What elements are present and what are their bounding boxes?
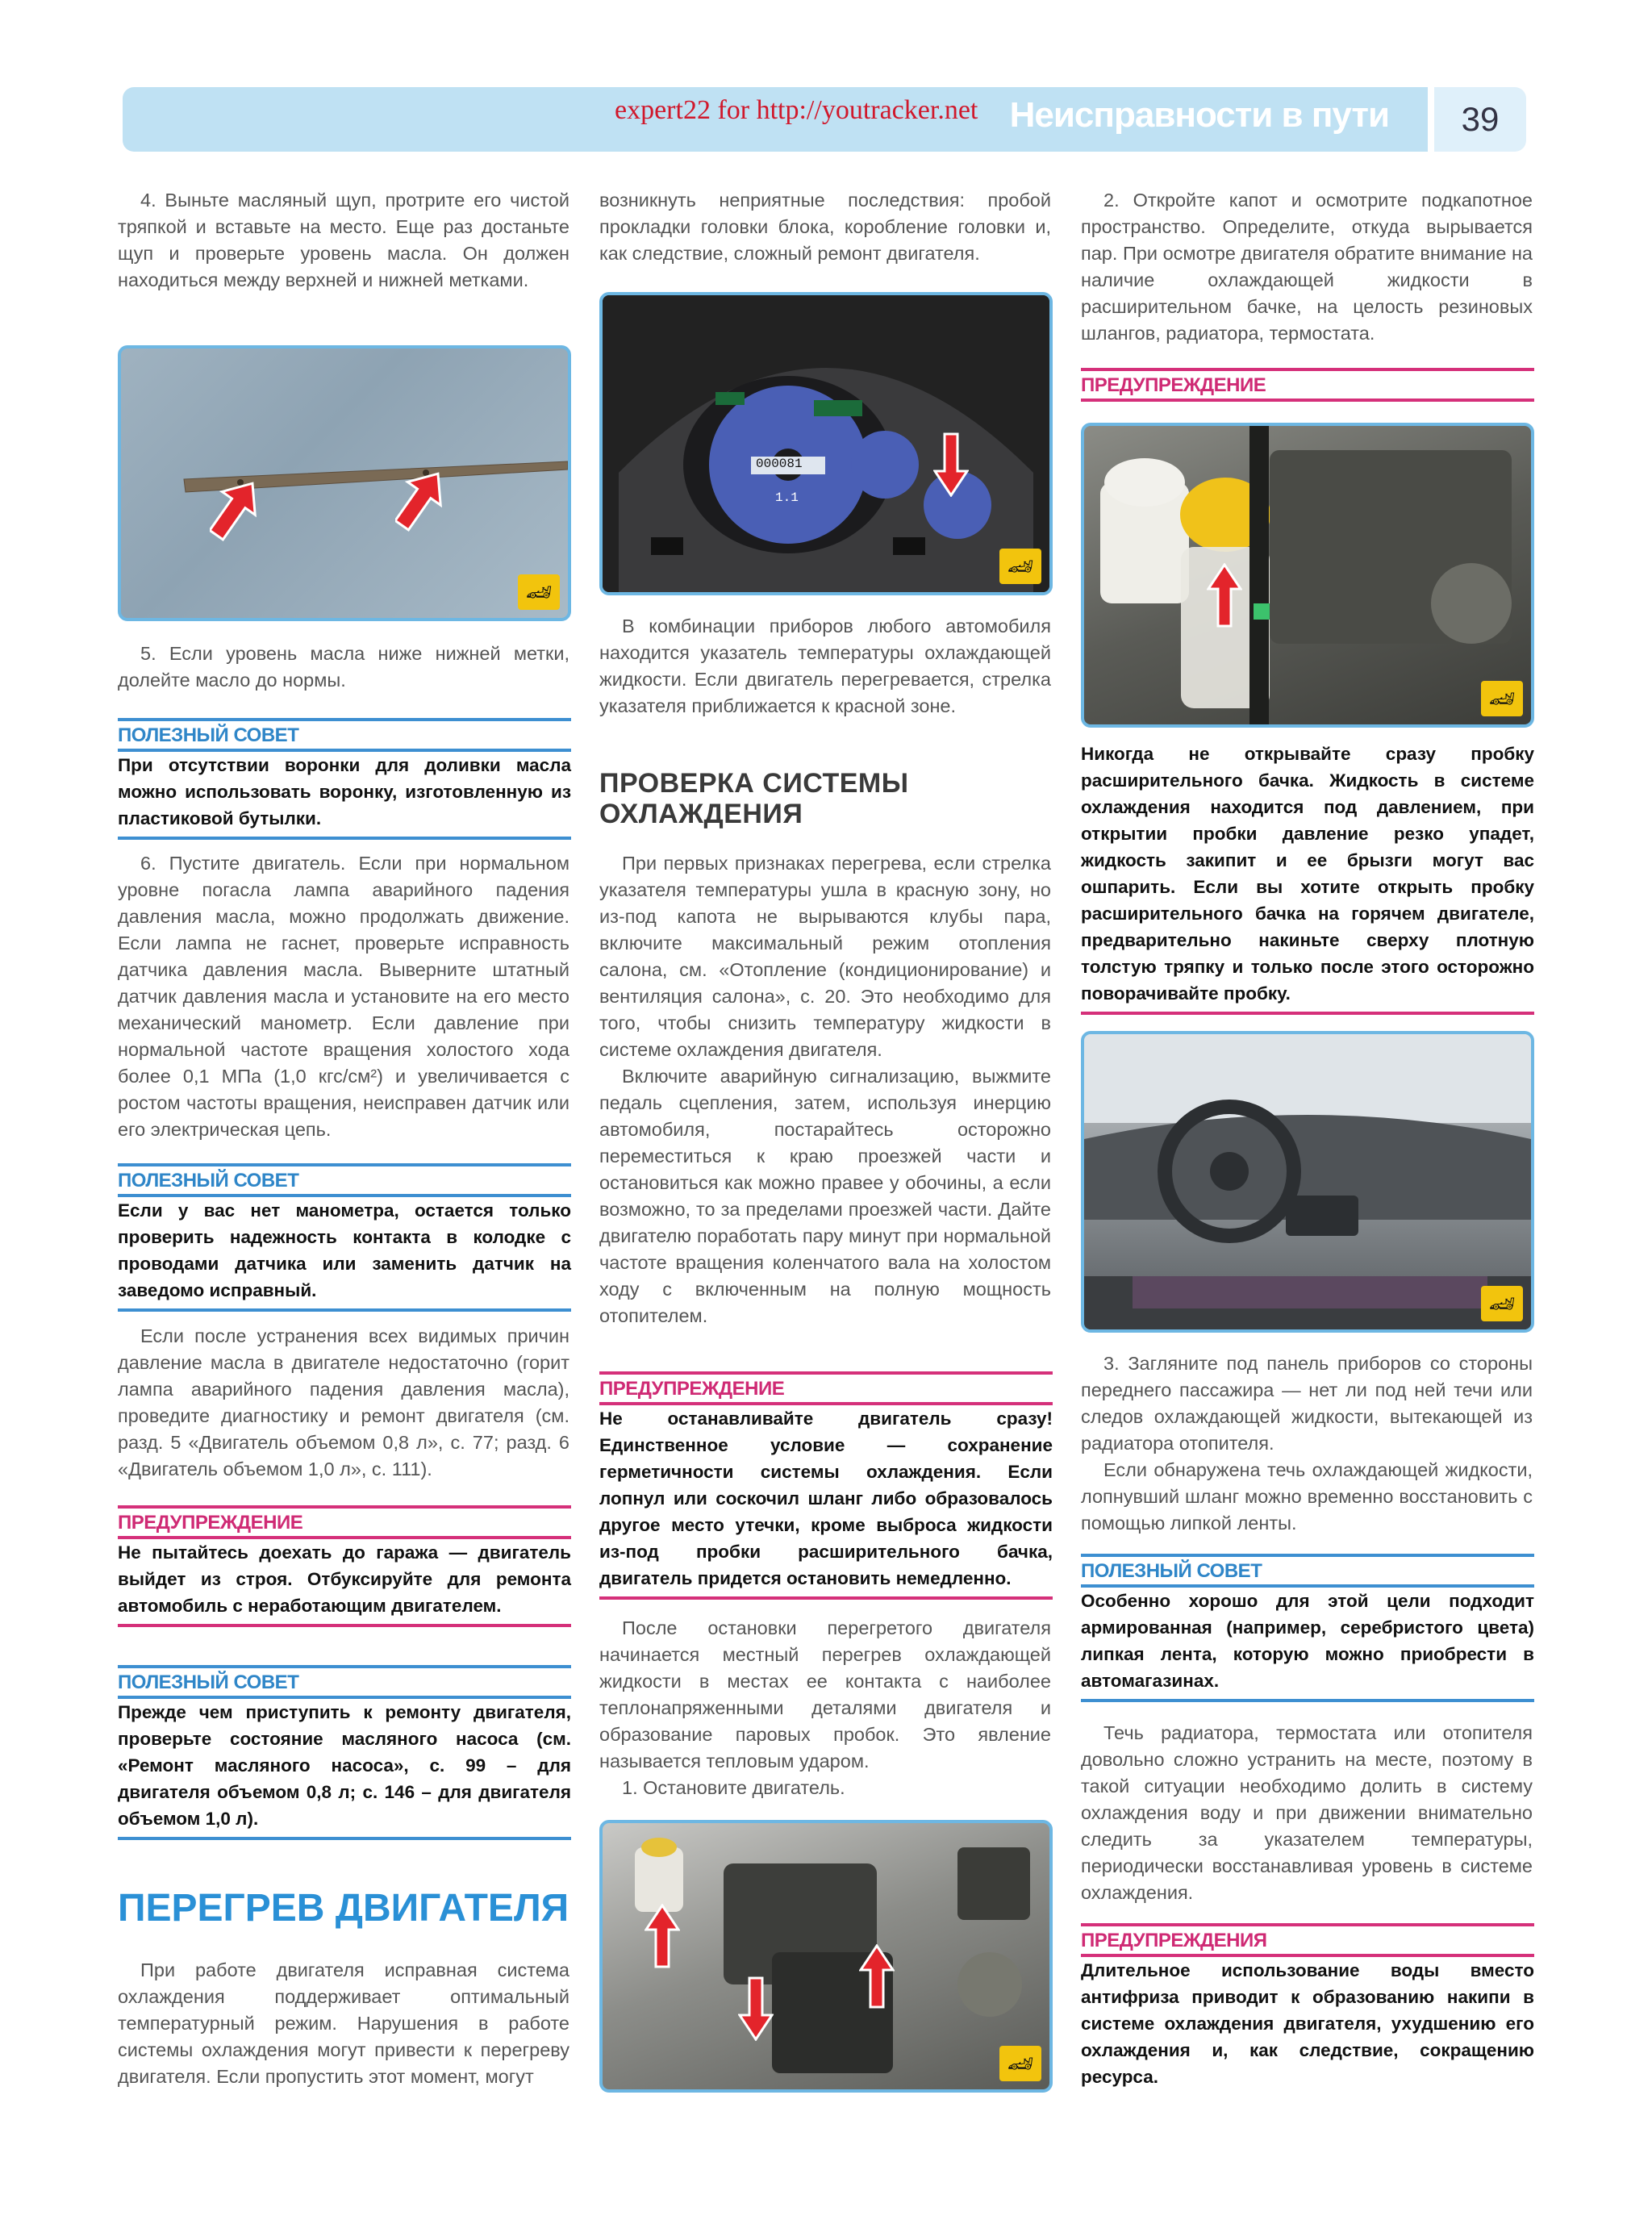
section-title: Неисправности в пути — [1009, 95, 1389, 135]
odometer-readout: 000081 — [756, 457, 803, 471]
red-arrow-icon — [210, 478, 258, 542]
col1-step6: 6. Пустите двигатель. Если при нормальном уровне погасла лампа аварийного падения давления масла, можно продолжать движение. Если лампа не гаснет, проверьте исправность датчика давления масла. Выверните штатный датчик давления масла и установите на его место механический манометр. Если давление при нормальной частоте вращения холостого хода более 0,1 МПа (1,0 кгс/см²) и увеличивается с ростом частоты вращения, неисправен датчик или его электрическая цепь. — [118, 853, 569, 1140]
col1-step4: 4. Выньте масляный щуп, протрите его чистой тряпкой и вставьте на место. Еще раз достаньте щуп и проверьте уровень масла. Он должен находиться между верхней и нижней метками. — [118, 190, 569, 290]
col3-step2: 2. Откройте капот и осмотрите подкапотное пространство. Определите, откуда вырывается пар. При осмотре двигателя обратите внимание на наличие охлаждающей жидкости в расширительном бачке, на целость резиновых шлангов, радиатора, термостата. — [1081, 190, 1533, 344]
red-arrow-icon — [1207, 563, 1242, 628]
warning-text: Не пытайтесь доехать до гаража — двигатель выйдет из строя. Отбуксируйте для ремонта автомобиль с неработающим двигателем. — [118, 1542, 571, 1616]
tip-text: При отсутствии воронки для доливки масла можно использовать воронку, изготовленную из пластиковой бутылки. — [118, 755, 571, 828]
red-arrow-icon — [395, 468, 444, 532]
red-arrow-icon — [859, 1944, 895, 2009]
tip-text: Особенно хорошо для этой цели подходит армированная (например, серебристого цвета) липкая лента, которую можно приобрести в автомагазинах. — [1081, 1591, 1534, 1691]
tip-title: ПОЛЕЗНЫЙ СОВЕТ — [118, 1170, 299, 1191]
red-arrow-icon — [933, 432, 969, 497]
warning-title: ПРЕДУПРЕЖДЕНИЕ — [599, 1378, 785, 1400]
tip-box-2 — [118, 1163, 571, 1312]
car-logo-icon: 🏎 — [1481, 1286, 1523, 1321]
warning-box-1 — [118, 1505, 571, 1627]
col3-leak: Течь радиатора, термостата или отопителя довольно сложно устранить на месте, поэтому в такой ситуации необходимо долить в систему охлаждения воду и при движении внимательно следить за указателем температуры, периодически восстанавливая уровень в системе охлаждения. — [1081, 1722, 1533, 1903]
col1-step5: 5. Если уровень масла ниже нижней метки, долейте масло до нормы. — [118, 643, 569, 691]
trip-readout: 1.1 — [775, 490, 799, 505]
car-logo-icon: 🏎 — [999, 549, 1041, 584]
warning-text: Не останавливайте двигатель сразу! Единственное условие — сохранение герметичности системы охлаждения. Если лопнул или соскочил шланг либо образовалось другое место утечки, кроме выброса жидкости из-под пробки расширительного бачка, двигатель придется остановить немедленно. — [599, 1408, 1053, 1588]
photo-dashboard-interior — [1081, 1031, 1534, 1333]
col1-overheat: При работе двигателя исправная система охлаждения поддерживает оптимальный температурный режим. Нарушения в работе системы охлаждения могут привести к перегреву двигателя. Если пропустить этот момент, могут — [118, 1959, 569, 2087]
section-heading: ПЕРЕГРЕВ ДВИГАТЕЛЯ — [118, 1887, 569, 1930]
warning-text: Длительное использование воды вместо антифриза приводит к образованию накипи в системе охлаждения двигателя, ухудшению его охлаждения и, как следствие, сокращению ресурса. — [1081, 1960, 1534, 2087]
warning-text: Никогда не открывайте сразу пробку расширительного бачка. Жидкость в системе охлаждения находится под давлением, при открытии пробки давление резко упадет, жидкость закипит и ее брызги могут вас ошпарить. Если вы хотите открыть пробку расширительного бачка на горячем двигателе, предварительно накиньте сверху плотную толстую тряпку и только после этого осторожно поворачивайте пробку. — [1081, 744, 1534, 1004]
warning-box-4 — [1081, 1923, 1534, 2095]
red-arrow-icon — [645, 1904, 680, 1968]
tip-text: Прежде чем приступить к ремонту двигателя, проверьте состояние масляного насоса (см. «Ремонт масляного насоса», с. 99 – для двигателя объемом 0,8 л; с. 146 – для двигателя объемом 1,0 л). — [118, 1702, 571, 1829]
tip-box-3 — [118, 1665, 571, 1840]
warning-box-2 — [599, 1371, 1053, 1600]
red-arrow-icon — [738, 1976, 774, 2041]
photo-instrument-cluster — [599, 292, 1053, 595]
car-logo-icon: 🏎 — [999, 2046, 1041, 2081]
warning-title: ПРЕДУПРЕЖДЕНИЯ — [1081, 1930, 1267, 1951]
warning-title: ПРЕДУПРЕЖДЕНИЕ — [1081, 374, 1266, 396]
tip-box-1 — [118, 718, 571, 840]
photo-expansion-tank — [1081, 423, 1534, 728]
page-header — [123, 87, 1428, 152]
page-number: 39 — [1434, 87, 1526, 152]
subsection-heading: ПРОВЕРКА СИСТЕМЫ ОХЛАЖДЕНИЯ — [599, 768, 909, 829]
car-logo-icon: 🏎 — [1481, 681, 1523, 716]
photo-engine-bay — [599, 1820, 1053, 2093]
tip-box-4 — [1081, 1554, 1534, 1702]
tip-title: ПОЛЕЗНЫЙ СОВЕТ — [1081, 1560, 1262, 1582]
col3-step3: 3. Загляните под панель приборов со стороны переднего пассажира — нет ли под ней течи или следов охлаждающей жидкости, вытекающей из радиатора отопителя. Если обнаружена течь охлаждающей жидкости, лопнувший шланг можно временно восстановить с помощью липкой ленты. — [1081, 1353, 1533, 1534]
tip-title: ПОЛЕЗНЫЙ СОВЕТ — [118, 1671, 299, 1693]
col2-after: После остановки перегретого двигателя начинается местный перегрев охлаждающей жидкости в местах ее контакта с наиболее теплонапряженными деталями двигателя и образование паровых пробок. Это явление называется тепловым ударом. 1. Остановите двигатель. — [599, 1617, 1051, 1798]
tip-title: ПОЛЕЗНЫЙ СОВЕТ — [118, 724, 299, 746]
col1-after: Если после устранения всех видимых причин давление масла в двигателе недостаточно (горит лампа аварийного падения давления масла), проведите диагностику и ремонт двигателя (см. разд. 5 «Двигатель объемом 0,8 л», с. 77; разд. 6 «Двигатель объемом 1,0 л», с. 111). — [118, 1325, 569, 1479]
col2-cont: возникнуть неприятные последствия: пробой прокладки головки блока, коробление головки и, как следствие, сложный ремонт двигателя. — [599, 190, 1051, 264]
photo-oil-dipstick — [118, 345, 571, 621]
watermark: expert22 for http://youtracker.net — [615, 95, 978, 125]
tip-text: Если у вас нет манометра, остается только проверить надежность контакта в колодке с проводами датчика или заменить датчик на заведомо исправный. — [118, 1200, 571, 1300]
car-logo-icon: 🏎 — [518, 574, 560, 610]
warning-title: ПРЕДУПРЕЖДЕНИЕ — [118, 1512, 303, 1534]
col2-signs: При первых признаках перегрева, если стрелка указателя температуры ушла в красную зону, но из-под капота не вырываются клубы пара, включите максимальный режим отопления салона, см. «Отопление (кондиционирование) и вентиляция салона», с. 20. Это необходимо для того, чтобы снизить температуру жидкости в системе охлаждения двигателя. Включите аварийную сигнализацию, выжмите педаль сцепления, затем, используя инерцию автомобиля, постарайтесь осторожно переместиться к краю проезжей части и остановиться как можно правее у обочины, а если возможно, то за пределами проезжей части. Дайте двигателю поработать пару минут при нормальной частоте вращения коленчатого вала на холостом ходу с включенным на полную мощность отопителем. — [599, 853, 1051, 1326]
warning-box-3-text — [1081, 741, 1534, 1015]
warning-box-3 — [1081, 368, 1534, 402]
col2-gauge: В комбинации приборов любого автомобиля находится указатель температуры охлаждающей жидкости. Если двигатель перегревается, стрелка указателя приближается к красной зоне. — [599, 616, 1051, 716]
